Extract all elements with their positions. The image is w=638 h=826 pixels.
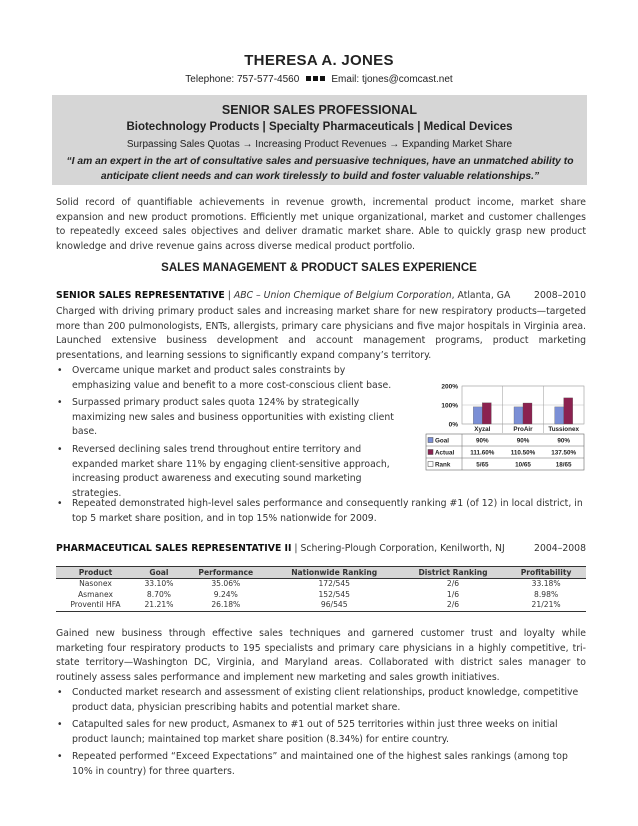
table-row xyxy=(56,590,586,601)
y-tick-label: 0% xyxy=(448,421,458,429)
data-label: 90% xyxy=(557,437,570,445)
job2-title: PHARMACEUTICAL SALES REPRESENTATIVE II xyxy=(56,543,292,554)
table-cell: 96/545 xyxy=(269,600,400,611)
list-item: • Repeated performed “Exceed Expectations” and maintained one of the highest sales rankings (among top 10% in country) for three quarters. xyxy=(56,750,586,779)
data-label: 111.60% xyxy=(470,449,495,457)
x-tick-label: Tussionex xyxy=(548,426,580,433)
banner-tagline: Surpassing Sales Quotas → Increasing Product Revenues → Expanding Market Share xyxy=(126,139,513,150)
table-cell: 33.18% xyxy=(531,579,561,588)
table-cell: 8.98% xyxy=(534,589,559,599)
candidate-name: THERESA A. JONES xyxy=(244,52,394,69)
th-performance: Performance xyxy=(183,567,269,579)
chart-svg xyxy=(424,378,584,478)
bar-actual xyxy=(523,403,532,424)
table-row xyxy=(56,579,586,590)
table-cell: Proventil HFA xyxy=(56,600,135,611)
data-label: 10/65 xyxy=(515,461,531,469)
job2-company: Schering-Plough Corporation xyxy=(300,543,435,554)
table-cell: 21.21% xyxy=(135,600,183,611)
performance-table xyxy=(56,566,586,612)
th-district: District Ranking xyxy=(400,567,506,579)
data-label: 110.50% xyxy=(510,449,536,457)
list-item: • Repeated demonstrated high-level sales performance and consequently ranking #1 (of 12) in local district, in top 5 market share position, and in top 15% nationwide for 2009. xyxy=(56,497,586,526)
table-cell: 33.10% xyxy=(144,579,174,588)
table-cell: 172/545 xyxy=(318,579,350,588)
legend-label: Actual xyxy=(435,449,455,457)
job1-years: 2008–2010 xyxy=(534,290,586,301)
th-profitability: Profitability xyxy=(506,567,586,579)
job2-separator: | xyxy=(294,543,298,554)
th-product: Product xyxy=(56,567,135,579)
list-item: • Overcame unique market and product sales constraints by emphasizing value and benefit to a more cost-conscious client base. xyxy=(56,364,396,393)
table-cell: 2/6 xyxy=(400,600,506,611)
bar-actual xyxy=(564,398,573,424)
data-label: 90% xyxy=(476,437,489,445)
table-header-row xyxy=(56,567,586,579)
job1-separator: | xyxy=(227,290,231,301)
job1-bullets-narrow xyxy=(56,364,396,504)
bar-goal xyxy=(473,407,482,424)
sales-chart xyxy=(424,378,584,478)
job1-bullets-wide xyxy=(56,497,586,529)
job2-description: Gained new business through effective sales techniques and garnered customer trust and loyalty while marketing four respiratory products to 195 specialists and primary care physicians in a highly competitive, tri-state territory—Washington DC, Virginia, and Maryland areas. Collaborated with district sales manager to routinely assess sales performance and implement new marketing and sales growth initiatives. xyxy=(56,628,586,683)
legend-label: Rank xyxy=(435,461,451,469)
data-label: 137.50% xyxy=(551,449,577,457)
data-label: 5/65 xyxy=(476,461,489,469)
legend-swatch xyxy=(428,438,433,443)
list-item: • Reversed declining sales trend throughout entire territory and expanded market share 11% by engaging client-sensitive approach, increasing product awareness and executing sound marketing strategies. xyxy=(56,443,396,501)
job1-heading xyxy=(56,290,586,304)
table-cell: 21/21% xyxy=(506,600,586,611)
legend-swatch xyxy=(428,450,433,455)
job1-company: ABC – Union Chemique of Belgium Corporation xyxy=(233,290,452,301)
y-tick-label: 100% xyxy=(441,402,458,410)
job2-heading xyxy=(56,543,586,557)
job2-bullets xyxy=(56,686,586,783)
banner-quote: “I am an expert in the art of consultative sales and persuasive techniques, have an unmatched ability to anticipate client needs and can work tirelessly to build and foster valuable relationships.” xyxy=(66,156,574,182)
summary-paragraph: Solid record of quantifiable achievements in revenue growth, incremental product income, market share expansion and new product promotions. Efficiently met unique organizational, market and customer challenges to repeatedly exceed sales objectives and deliver dramatic market share. Able to quickly grasp new product knowledge and drive revenue gains across diverse medical product portfolio. xyxy=(56,197,586,252)
job1-description: Charged with driving primary product sales and increasing market share for new respiratory products—targeted more than 200 pulmonologists, ENTs, allergists, primary care physicians and five major hospitals in Virginia area. Launched extensive business development and account management programs, product marketing presentations, and learning sessions to significantly expand company’s territory. xyxy=(56,306,586,361)
bar-goal xyxy=(514,407,523,424)
table-cell: 9.24% xyxy=(213,589,238,599)
x-tick-label: Xyzal xyxy=(474,426,491,433)
list-item: • Catapulted sales for new product, Asmanex to #1 out of 525 territories within just three weeks on initial product launch; maintained top market share position (8.34%) for entire country. xyxy=(56,718,586,747)
bar-actual xyxy=(482,403,491,424)
email-text: Email: tjones@comcast.net xyxy=(331,74,453,85)
x-tick-label: ProAir xyxy=(513,426,533,433)
th-nationwide: Nationwide Ranking xyxy=(269,567,400,579)
legend-swatch xyxy=(428,462,433,467)
table-cell: 1/6 xyxy=(446,589,460,599)
job2-years: 2004–2008 xyxy=(534,543,586,554)
separator-squares xyxy=(302,74,329,85)
table-cell: Asmanex xyxy=(77,589,113,599)
table-cell: 26.18% xyxy=(183,600,269,611)
data-label: 18/65 xyxy=(555,461,572,469)
list-item: • Conducted market research and assessment of existing client relationships, product knowledge, competitive product data, physician prescribing habits and potential market share. xyxy=(56,686,586,715)
section-title-experience: SALES MANAGEMENT & PRODUCT SALES EXPERIENCE xyxy=(161,262,477,274)
job1-title: SENIOR SALES REPRESENTATIVE xyxy=(56,290,225,301)
table-cell: Nasonex xyxy=(79,579,112,588)
job1-location: , Atlanta, GA xyxy=(451,290,511,301)
table-cell: 35.06% xyxy=(211,579,241,588)
table-row xyxy=(56,600,586,611)
job2-location: , Kenilworth, NJ xyxy=(434,543,505,554)
legend-label: Goal xyxy=(435,437,449,445)
bar-goal xyxy=(555,407,564,424)
table-cell: 2/6 xyxy=(446,579,460,588)
banner-specialties: Biotechnology Products | Specialty Pharmaceuticals | Medical Devices xyxy=(126,121,513,133)
th-goal: Goal xyxy=(135,567,183,579)
table-cell: 152/545 xyxy=(318,589,350,599)
phone-text: Telephone: 757-577-4560 xyxy=(185,74,300,85)
y-tick-label: 200% xyxy=(441,383,458,391)
table-cell: 8.70% xyxy=(146,589,172,599)
banner-title: SENIOR SALES PROFESSIONAL xyxy=(221,103,418,117)
data-label: 90% xyxy=(516,437,530,445)
list-item: • Surpassed primary product sales quota 124% by strategically maximizing new sales and business opportunities with existing client base. xyxy=(56,396,396,440)
contact-line xyxy=(0,74,638,85)
